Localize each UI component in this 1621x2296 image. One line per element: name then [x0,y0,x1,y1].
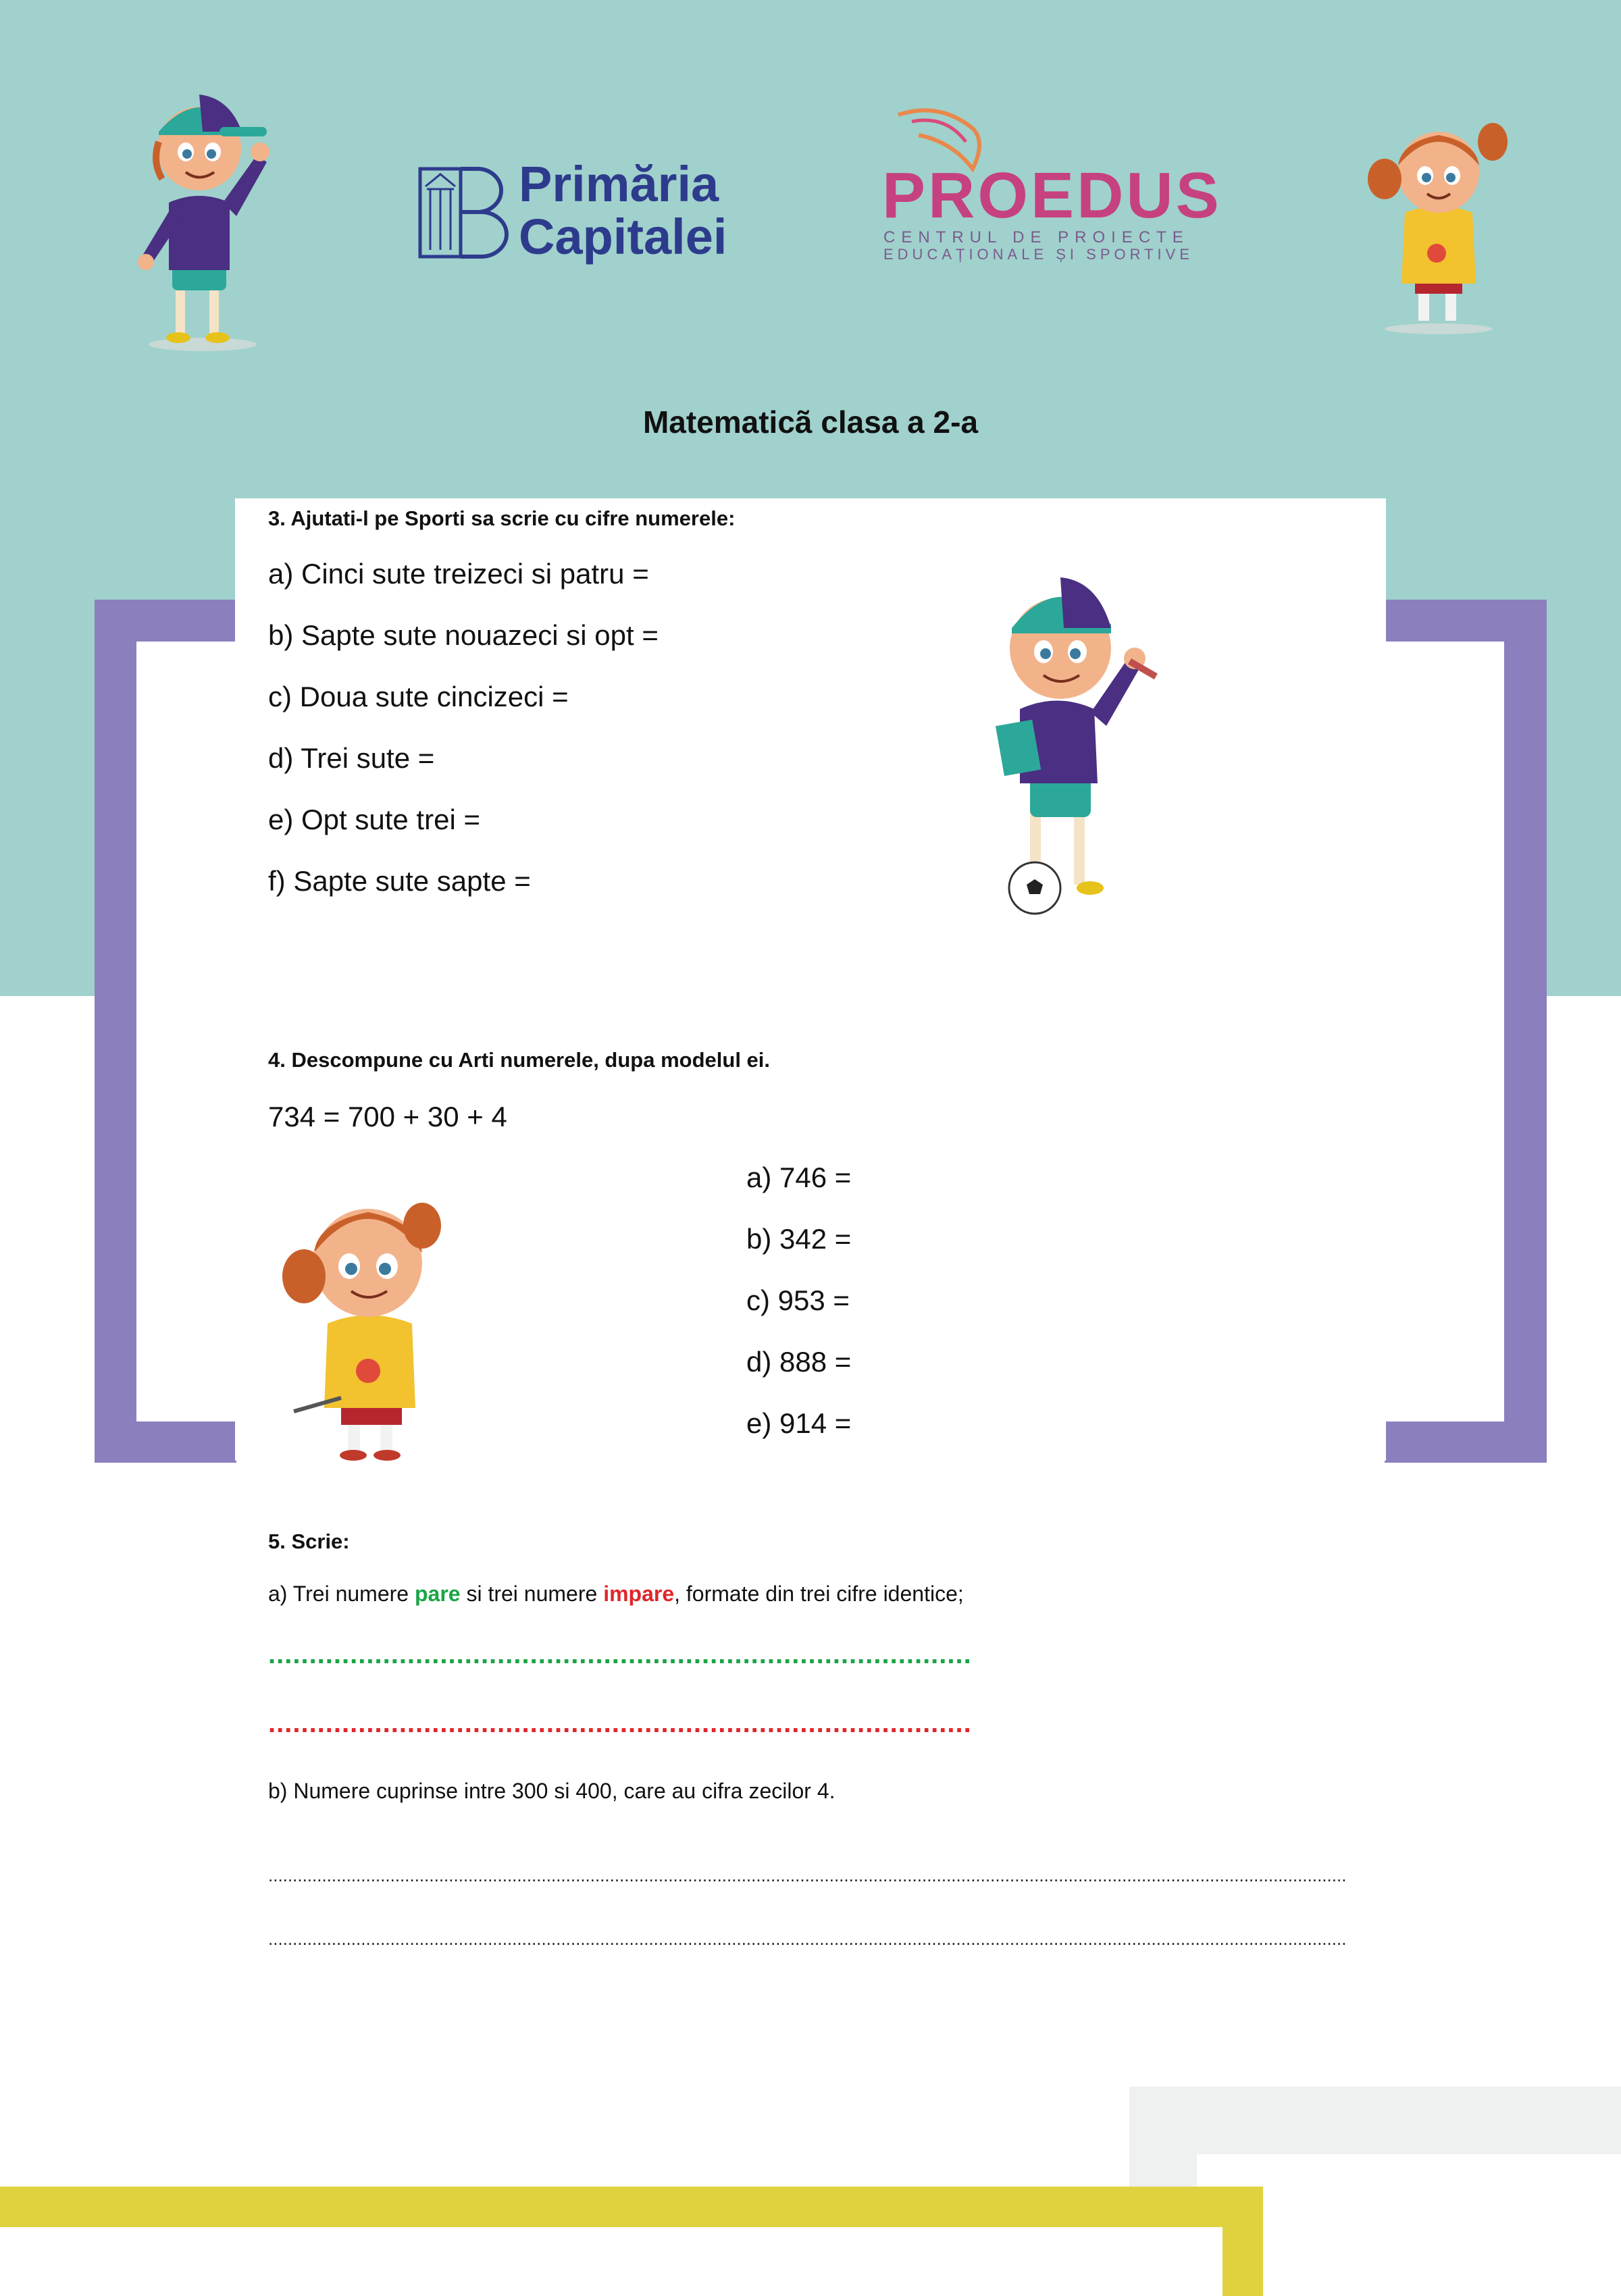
q5-a-middle: si trei numere [460,1582,604,1606]
page-title: Matematicã clasa a 2-a [642,405,979,440]
yellow-frame-inner [0,2227,1223,2296]
q4-item-e: e) 914 = [746,1407,852,1439]
frame-inner-right [1386,642,1504,1421]
q5-red-answer-line[interactable]: ...................................................................................... [268,1708,972,1738]
q5-b-answer-line-1[interactable]: ............................................................................................................................................................................................................................. [268,1865,1347,1885]
q5-heading: 5. Scrie: [268,1530,350,1553]
girl-character-illustration [1361,105,1516,334]
q5-a-impare: impare [603,1582,675,1606]
q3-item-c: c) Doua sute cincizeci = [268,681,569,712]
q5-green-answer-line[interactable]: ...................................................................................... [268,1640,972,1669]
q3-heading: 3. Ajutati-l pe Sporti sa scrie cu cifre numerele: [268,506,736,530]
frame-inner-left [136,642,235,1421]
q5-a-suffix: , formate din trei cifre identice; [674,1582,964,1606]
q4-item-a: a) 746 = [746,1162,852,1193]
q4-heading: 4. Descompune cu Arti numerele, dupa modelul ei. [268,1048,771,1072]
primaria-logo-line2: Capitalei [519,209,727,265]
q5-a-prefix: a) Trei numere [268,1582,415,1606]
q5-b-text: b) Numere cuprinse intre 300 si 400, care au cifra zecilor 4. [268,1779,835,1803]
q5-a-pare: pare [414,1582,461,1606]
q3-item-f: f) Sapte sute sapte = [268,865,531,897]
proedus-logo-title: PROEDUS [882,159,1222,232]
q4-item-c: c) 953 = [746,1284,850,1316]
q3-item-e: e) Opt sute trei = [268,804,480,835]
arti-girl-illustration [267,1175,469,1462]
q3-item-b: b) Sapte sute nouazeci si opt = [268,619,659,651]
q5-a-text [268,1582,964,1607]
proedus-subtitle-line1: CENTRUL DE PROIECTE [883,228,1189,246]
q4-item-d: d) 888 = [746,1346,852,1378]
q5-b-answer-line-2[interactable]: ............................................................................................................................................................................................................................. [268,1929,1347,1949]
q3-item-a: a) Cinci sute treizeci si patru = [268,558,649,590]
q3-item-d: d) Trei sute = [268,742,435,774]
boy-character-illustration [122,68,277,351]
q4-model: 734 = 700 + 30 + 4 [268,1101,507,1132]
primaria-logo-icon [413,162,515,263]
q4-item-b: b) 342 = [746,1223,852,1255]
proedus-subtitle-line2: EDUCAȚIONALE ȘI SPORTIVE [883,246,1194,263]
sporti-boy-with-ball-illustration [952,547,1182,918]
primaria-logo-line1: Primăria [519,156,719,212]
